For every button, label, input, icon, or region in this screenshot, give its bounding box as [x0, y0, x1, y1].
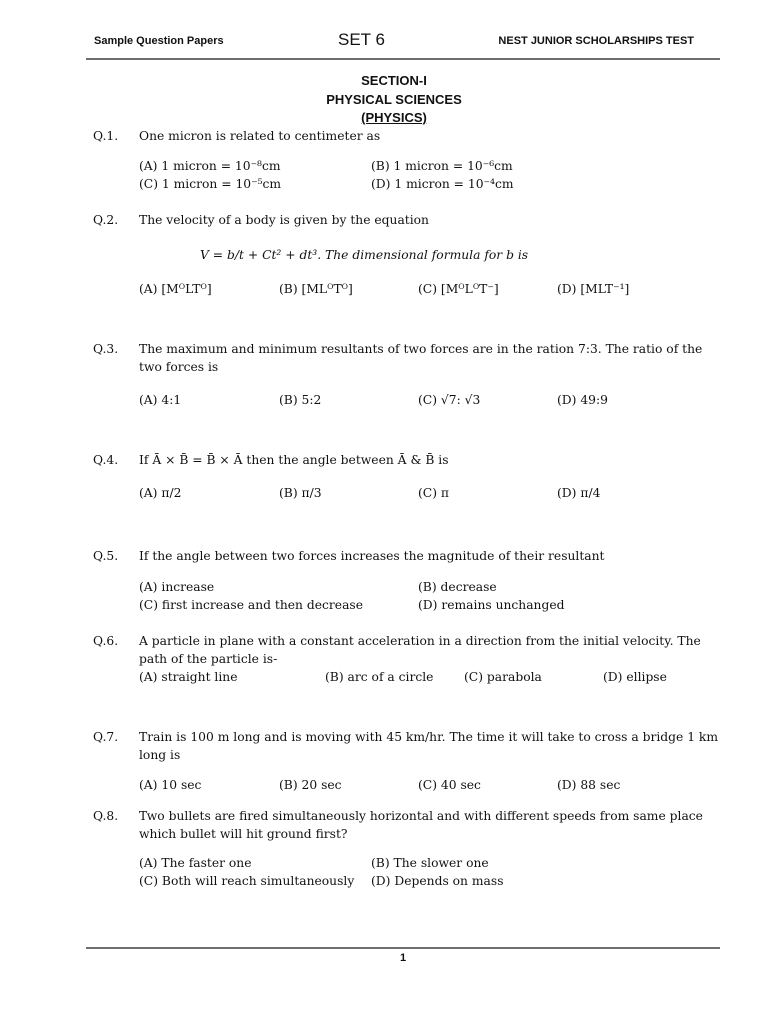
question-text: A particle in plane with a constant acceleration in a direction from the initial velocity. The path of the particle is-: [139, 634, 701, 666]
option-c: (C) 40 sec: [418, 778, 481, 792]
question-number: Q.5.: [93, 549, 119, 563]
question-text: Train is 100 m long and is moving with 45 km/hr. The time it will take to cross a bridge 1 km long is: [139, 730, 719, 762]
header-set-label: SET 6: [338, 30, 385, 49]
option-a: (A) straight line: [139, 670, 238, 684]
option-c: (C) Both will reach simultaneously: [139, 874, 355, 888]
option-c: (C) parabola: [464, 670, 542, 684]
page-number: 1: [399, 952, 407, 964]
option-d: (D) ellipse: [603, 670, 667, 684]
option-c: (C) first increase and then decrease: [139, 598, 363, 612]
question-number: Q.7.: [93, 730, 119, 744]
question-number: Q.6.: [93, 634, 119, 648]
option-a: (A) 1 micron = 10⁻⁸cm: [139, 159, 281, 173]
option-d: (D) Depends on mass: [371, 874, 504, 888]
option-c: (C) π: [418, 486, 449, 500]
question-text: The maximum and minimum resultants of two forces are in the ration 7:3. The ratio of the two forces is: [139, 342, 703, 374]
option-c: (C) √7: √3: [418, 393, 481, 407]
option-d: (D) remains unchanged: [418, 598, 565, 612]
footer-rule: [86, 947, 720, 949]
option-c: (C) 1 micron = 10⁻⁵cm: [139, 177, 282, 191]
question-number: Q.1.: [93, 129, 119, 143]
option-c: (C) [MᴼLᴼT⁻]: [418, 282, 499, 296]
option-a: (A) 4:1: [139, 393, 182, 407]
question-text: The velocity of a body is given by the equation: [139, 213, 429, 227]
page-header: [88, 30, 720, 54]
option-b: (B) 20 sec: [279, 778, 342, 792]
option-b: (B) arc of a circle: [325, 670, 434, 684]
question-text: Two bullets are fired simultaneously horizontal and with different speeds from same place which bullet will hit ground first?: [139, 809, 703, 841]
option-b: (B) The slower one: [371, 856, 489, 870]
option-b: (B) [MLᴼTᴼ]: [279, 282, 353, 296]
option-a: (A) increase: [139, 580, 215, 594]
option-b: (B) 5:2: [279, 393, 322, 407]
option-b: (B) π/3: [279, 486, 322, 500]
option-b: (B) 1 micron = 10⁻⁶cm: [371, 159, 513, 173]
header-left-text: Sample Question Papers: [94, 35, 224, 47]
section-subject: (PHYSICS): [361, 110, 427, 125]
question-text: If the angle between two forces increases the magnitude of their resultant: [139, 549, 605, 563]
option-a: (A) [MᴼLTᴼ]: [139, 282, 212, 296]
question-text: If Ā × B̄ = B̄ × Ā then the angle between Ā & B̄ is: [139, 453, 449, 467]
section-title: SECTION-I: [361, 73, 427, 88]
question-number: Q.3.: [93, 342, 119, 356]
option-d: (D) 88 sec: [557, 778, 621, 792]
header-right-text: NEST JUNIOR SCHOLARSHIPS TEST: [498, 35, 694, 47]
option-a: (A) π/2: [139, 486, 182, 500]
option-d: (D) π/4: [557, 486, 601, 500]
question-equation: V = b/t + Ct² + dt³. The dimensional formula for b is: [200, 248, 529, 262]
question-number: Q.2.: [93, 213, 119, 227]
option-a: (A) The faster one: [139, 856, 252, 870]
option-d: (D) [MLT⁻¹]: [557, 282, 630, 296]
option-b: (B) decrease: [418, 580, 497, 594]
section-subtitle: PHYSICAL SCIENCES: [326, 92, 462, 107]
header-rule: [86, 58, 720, 60]
question-text: One micron is related to centimeter as: [139, 129, 381, 143]
question-number: Q.4.: [93, 453, 119, 467]
option-d: (D) 49:9: [557, 393, 608, 407]
question-number: Q.8.: [93, 809, 119, 823]
option-d: (D) 1 micron = 10⁻⁴cm: [371, 177, 514, 191]
option-a: (A) 10 sec: [139, 778, 202, 792]
